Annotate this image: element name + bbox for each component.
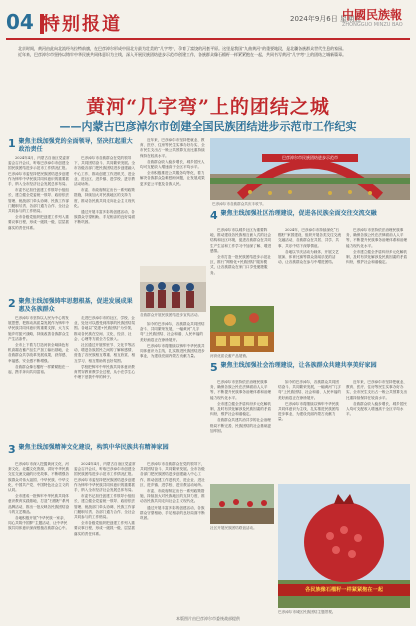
article-paragraph: 巴彦淖尔市将继续以铸牢中华民族共同体意识为主线，扎实推进民族团结进步事业，为建设亮丽内蒙古贡献力量。 bbox=[140, 343, 205, 359]
article-column bbox=[8, 156, 70, 294]
article-paragraph: 巴彦淖尔市深入挖掘黄河文化、河套文化、北疆文化资源，讲好中华民族交往交流交融的历史故事，不断增强各族群众对伟大祖国、中华民族、中华文化、中国共产党、中国特色社会主义的认同。 bbox=[8, 462, 70, 493]
article-paragraph: 2024年4月，内蒙古自治区党委常委会召开会议，听取巴彦淖尔市创建全国民族团结进步示范市工作情况汇报。巴彦淖尔市委坚持把民族团结进步创建作为铸牢中华民族共同体意识的重要抓手，纳入全市经济社会发展总体布局。 bbox=[74, 462, 136, 493]
section-title-text: 聚焦主线加强党的全面领导，坚决扛起重大政治责任 bbox=[18, 138, 133, 153]
article-paragraph: 2024年4月，内蒙古自治区党委常委会召开会议，听取巴彦淖尔市创建全国民族团结进步示范市工作情况汇报。巴彦淖尔市委坚持把民族团结进步创建作为铸牢中华民族共同体意识的重要抓手，纳入全市经济社会发展总体布局。 bbox=[8, 156, 70, 187]
article-column bbox=[140, 322, 206, 440]
article-column bbox=[140, 462, 206, 612]
article-column bbox=[346, 380, 410, 480]
article-paragraph: 全市建成一批铸牢中华民族共同体意识教育实践基地，打造“石榴籽”系列品牌活动，推出一批反映各民族团结奋斗的文艺精品。 bbox=[8, 494, 70, 514]
article-paragraph: 社区通过开展邻里节、文化节等活动，增进各族居民之间的了解和感情，营造了各民族相互尊重、相互欣赏、相互学习、相互帮助的良好氛围。 bbox=[74, 343, 136, 363]
photo-group bbox=[140, 266, 206, 312]
article-column bbox=[346, 228, 410, 304]
photo-celebration-gate bbox=[210, 138, 410, 200]
intro-paragraph: 近年来，巴彦淖尔市坚持以铸牢中华民族共同体意识为主线，深入开展民族团结进步示范市创建工作，各族群众像石榴籽一样紧紧抱在一起，共同书写黄河“几字弯”上的团结之城新篇章。 bbox=[18, 52, 347, 58]
article-paragraph: 巴彦淖尔市坚持依法治理民族事务，确保各族公民在法律面前人人平等，不断提升民族事务治理体系和治理能力现代化水平。 bbox=[210, 380, 272, 400]
section-number: 5 bbox=[210, 361, 218, 374]
photo-caption: 巴彦淖尔市城区民族团结主题景观。 bbox=[278, 610, 336, 614]
article-paragraph: 通过开展丰富多彩的创建活动，各族群众守望相助、手足相亲的良好局面不断巩固。 bbox=[74, 210, 136, 225]
article-column bbox=[210, 380, 274, 480]
gate-illustration bbox=[210, 138, 410, 200]
article-paragraph: 各地积极开展“中华民族一家亲、同心共筑中国梦”主题活动，让中华民族共同体意识深深根植各族群众心中。 bbox=[8, 516, 70, 531]
section-heading-5 bbox=[210, 362, 410, 373]
article-paragraph: 全市积极推进公共服务均等化，着力解决各族群众急难愁盼问题，让发展成果更多更公平惠及各族人民。 bbox=[140, 171, 205, 186]
article-column bbox=[278, 228, 342, 304]
section-number: 3 bbox=[8, 443, 16, 456]
photo-caption: 各族群众开展民族团结进步宣传活动。 bbox=[140, 313, 202, 317]
article-paragraph: 近年来，巴彦淖尔市坚持把就业、教育、医疗、住房等民生实事办好办实，全市民生支出占一般公共预算支出比重持续保持在较高水平。 bbox=[140, 138, 205, 158]
photo-community bbox=[210, 484, 274, 524]
community-illustration bbox=[210, 484, 274, 524]
article-paragraph: 巴彦淖尔市坚持以人民为中心的发展思想，把推动高质量发展作为铸牢中华民族共同体意识的重要支撑，大力实施乡村振兴战略，持续改善各族群众生产生活条件。 bbox=[8, 316, 70, 341]
intro-paragraphs bbox=[10, 46, 406, 84]
article-paragraph: 学校把铸牢中华民族共同体意识教育贯穿教育教学全过程，从小在学生心中埋下爱我中华的种子。 bbox=[74, 364, 136, 380]
section-heading-4 bbox=[210, 210, 410, 221]
section-title-text: 聚焦主线加强精神文化建设，构筑中华民族共有精神家园 bbox=[18, 444, 169, 451]
page-header bbox=[0, 0, 416, 40]
article-paragraph: 各族群众收入稳步增长，城乡居民人均可支配收入增速高于全区平均水平。 bbox=[346, 401, 407, 417]
article-paragraph: 通过开展丰富多彩的创建活动，各族群众守望相助、手足相亲的良好局面不断巩固。 bbox=[140, 505, 205, 521]
section-title: 特别报道 bbox=[42, 14, 122, 35]
photo-products bbox=[210, 306, 274, 352]
section-number: 1 bbox=[8, 137, 16, 150]
article-paragraph: 2024年，巴彦淖尔市持续深化“石榴籽”家园建设，组织开展各类交往交流交融活动，各族群众在共居、共学、共事、共乐中结下深厚情谊。 bbox=[278, 228, 341, 248]
page-number: 04 bbox=[6, 10, 34, 34]
article-column bbox=[74, 462, 136, 612]
products-illustration bbox=[210, 306, 274, 352]
article-paragraph: 巴彦淖尔市坚持依法治理民族事务，确保各族公民在法律面前人人平等，不断提升民族事务治理体系和治理能力现代化水平。 bbox=[346, 228, 408, 248]
article-paragraph: 全市上下着力打造河套全域绿色有机高端农畜产品生产加工输出基地，让各族群众共享改革发展成果，获得感、幸福感、安全感不断增强。 bbox=[8, 343, 70, 363]
group-illustration bbox=[140, 266, 206, 312]
headline: 黄河“几字弯”上的团结之城 bbox=[86, 96, 330, 118]
article-paragraph: 各地以节庆活动为载体，开展文艺展演、体育比赛等群众喜闻乐见的活动，让各族群众在参与中增进团结。 bbox=[278, 249, 339, 265]
photo-pomegranate-sculpture bbox=[278, 484, 410, 608]
section-heading-3 bbox=[8, 444, 204, 455]
article-column bbox=[74, 316, 136, 440]
section-title-text: 聚焦主线加强社会治理建设，让各族群众共建共享美好家园 bbox=[220, 362, 377, 369]
subheadline: ——内蒙古巴彦淖尔市创建全国民族团结进步示范市工作纪实 bbox=[59, 120, 357, 133]
photo-caption: 巴彦淖尔市各族群众共庆丰收节。 bbox=[212, 202, 266, 206]
article-paragraph: 巴彦淖尔市以城乡社区为重要阵地，推动建设各民族相互嵌入式的社会结构和社区环境，促进各族群众在共同生产生活和工作学习中加深了解、增进感情。 bbox=[210, 228, 272, 253]
article-paragraph: 市委、市政府制定出台一系列政策措施，持续加大对民族地区的支持力度，推动各民族共同走向社会主义现代化。 bbox=[74, 188, 136, 208]
intro-paragraph: 北京时间，黄河由此向北流经乌拉特前旗，在巴彦淖尔形成中国北方最为壮美的“几字弯”，孕育了富饶的河套平原。这里是我国“九曲黄河”的重要地段，是北疆各族群众世代生息的家园。 bbox=[18, 46, 347, 51]
article-paragraph: 走进巴彦淖尔市的社区、学校、企业，处处可以感受到浓厚的民族团结氛围。各地以“党建+民族团结”为引领，推动各民族在空间、文化、经济、社会、心理等方面全方位嵌入。 bbox=[74, 316, 136, 341]
article-paragraph: 如今的巴彦淖尔，各族群众共同团结奋斗、共同繁荣发展，一幅黄河“几字弯”上民族团结、社会和谐、人民幸福的美好画卷正在徐徐展开。 bbox=[278, 380, 341, 400]
article-paragraph: 全市建立健全矛盾纠纷多元化解机制，及时有效化解涉及民族因素的矛盾纠纷，维护社会和谐稳定。 bbox=[210, 401, 272, 417]
section-number: 2 bbox=[8, 297, 16, 310]
article-paragraph: 近年来，巴彦淖尔市坚持把就业、教育、医疗、住房等民生实事办好办实，全市民生支出占一般公共预算支出比重持续保持在较高水平。 bbox=[346, 380, 408, 400]
article-paragraph: 市委、市政府制定出台一系列政策措施，持续加大对民族地区的支持力度，推动各民族共同走向社会主义现代化。 bbox=[140, 489, 205, 504]
photo-caption: 河套优质农畜产品展销。 bbox=[210, 354, 250, 358]
article-paragraph: 巴彦淖尔市将继续以铸牢中华民族共同体意识为主线，扎实推进民族团结进步事业，为建设亮丽内蒙古贡献力量。 bbox=[278, 401, 340, 422]
article-column bbox=[8, 462, 70, 612]
article-column bbox=[140, 138, 206, 264]
article-column bbox=[278, 380, 342, 480]
section-title-text: 聚焦主线加强社区治理建设，促进各民族全面交往交流交融 bbox=[220, 210, 377, 217]
article-paragraph: 各族群众收入稳步增长，城乡居民人均可支配收入增速高于全区平均水平。 bbox=[140, 159, 205, 170]
header-rule bbox=[6, 38, 410, 40]
article-paragraph: 全市建立健全矛盾纠纷多元化解机制，及时有效化解涉及民族因素的矛盾纠纷，维护社会和谐稳定。 bbox=[346, 249, 408, 265]
section-number: 4 bbox=[210, 209, 218, 222]
photo-caption: 社区开展民族团结联谊活动。 bbox=[210, 526, 257, 530]
article-paragraph: 市委书记担任创建工作领导小组组长，建立健全党委统一领导、政府依法管理、统战部门牵头协调、民族工作部门履职尽责、各部门通力合作、全社会共同参与的工作格局。 bbox=[74, 494, 136, 520]
article-paragraph: 全市打造一批民族团结进步示范社区，推行“网格化+民族团结”服务模式，让各族群众在家门口享受便捷服务。 bbox=[210, 255, 271, 275]
article-paragraph: 全市各级党组织把创建工作列入重要议事日程，形成一级抓一级、层层抓落实的责任体系。 bbox=[8, 215, 70, 230]
article-paragraph: 巴彦淖尔市各族群众在党的领导下，共同团结奋斗、共同繁荣发展。全市各级各部门把民族团结进步创建融入中心工作，推动创建工作进机关、进企业、进社区、进乡镇、进学校、进宗教活动场所。 bbox=[74, 156, 136, 187]
article-paragraph: 市委书记担任创建工作领导小组组长，建立健全党委统一领导、政府依法管理、统战部门牵头协调、民族工作部门履职尽责、各部门通力合作、全社会共同参与的工作格局。 bbox=[8, 188, 70, 214]
article-column bbox=[210, 228, 274, 304]
issue-date: 2024年9月6日 星期五 bbox=[290, 15, 361, 23]
article-paragraph: 全市各级党组织把创建工作列入重要议事日程，形成一级抓一级、层层抓落实的责任体系。 bbox=[74, 521, 136, 536]
article-paragraph: 如今的巴彦淖尔，各族群众共同团结奋斗、共同繁荣发展，一幅黄河“几字弯”上民族团结、社会和谐、人民幸福的美好画卷正在徐徐展开。 bbox=[140, 322, 205, 342]
section-title-text: 聚焦主线加强铸牢思想根基，促进发展成果惠及各族群众 bbox=[18, 298, 133, 313]
gate-banner-text: 巴彦淖尔市民族团结进步示范市 bbox=[282, 155, 338, 160]
section-heading-2 bbox=[8, 298, 138, 313]
article-paragraph: 各族群众像石榴籽一样紧紧抱在一起，携手奔向共同富裕。 bbox=[8, 364, 69, 375]
article-column bbox=[8, 316, 70, 440]
sculpture-slogan: 各民族像石榴籽一样紧紧抱在一起 bbox=[305, 587, 383, 593]
newspaper-masthead: 中國民族報 bbox=[342, 8, 403, 22]
section-heading-1 bbox=[8, 138, 138, 153]
footer-note: 本版图片由巴彦淖尔市委统战部提供 bbox=[176, 616, 240, 621]
article-paragraph: 巴彦淖尔市各族群众在党的领导下，共同团结奋斗、共同繁荣发展。全市各级各部门把民族团结进步创建融入中心工作，推动创建工作进机关、进企业、进社区、进乡镇、进学校、进宗教活动场所。 bbox=[140, 462, 205, 487]
newspaper-masthead-sub: ZHONGGUO MINZU BAO bbox=[342, 22, 403, 28]
article-column bbox=[74, 156, 136, 294]
article-paragraph: 各族群众共建共治共享的社会治理格局不断完善，民族团结的社会基础更加牢固。 bbox=[210, 418, 272, 433]
